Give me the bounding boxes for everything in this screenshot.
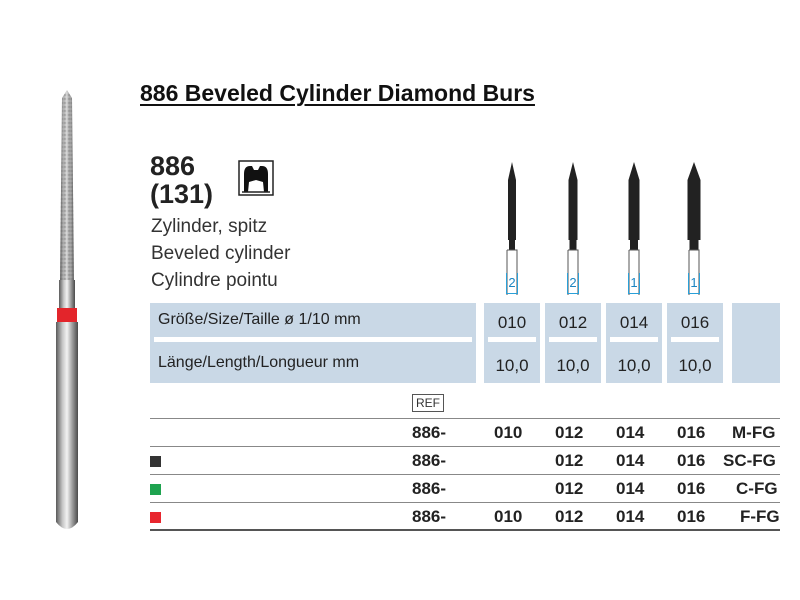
- spec-column-012: [545, 303, 601, 383]
- length-label: Länge/Length/Longueur mm: [158, 354, 360, 371]
- size-cell: 010: [494, 423, 523, 442]
- grit-mark-016: 1: [688, 273, 700, 294]
- size-label: Größe/Size/Taille ø 1/10 mm: [158, 311, 361, 328]
- ref-prefix: 886-: [412, 507, 447, 526]
- page-title: 886 Beveled Cylinder Diamond Burs: [140, 80, 535, 106]
- size-cell: 016: [677, 479, 706, 498]
- column-separator: [488, 337, 536, 342]
- description-fr: Cylindre pointu: [151, 270, 278, 291]
- size-value: 010: [497, 313, 527, 332]
- table-divider: [150, 446, 780, 447]
- tooth-preparation-icon: [238, 160, 274, 196]
- size-value: 014: [619, 313, 649, 332]
- bur-illustration: [40, 90, 100, 540]
- size-cell: 012: [555, 479, 584, 498]
- length-value: 10,0: [556, 356, 590, 375]
- length-value: 10,0: [495, 356, 529, 375]
- grit-swatch-red: [150, 512, 161, 523]
- bur-type: C-FG: [736, 479, 778, 498]
- bur-type: M-FG: [732, 423, 776, 442]
- grit-swatch-green: [150, 484, 161, 495]
- grit-mark-010: 2: [506, 273, 518, 294]
- size-cell: 016: [677, 507, 706, 526]
- length-value: 10,0: [617, 356, 651, 375]
- size-cell: 012: [555, 423, 584, 442]
- ref-prefix: 886-: [412, 479, 447, 498]
- ref-label: REF: [412, 394, 444, 412]
- ref-prefix: 886-: [412, 423, 447, 442]
- spec-column-blank: [732, 303, 780, 383]
- size-cell: 014: [616, 451, 645, 470]
- size-value: 012: [558, 313, 588, 332]
- bur-type: SC-FG: [723, 451, 776, 470]
- size-value: 016: [680, 313, 710, 332]
- ref-prefix: 886-: [412, 451, 447, 470]
- column-separator: [549, 337, 597, 342]
- table-bottom-border: [150, 529, 780, 531]
- table-divider: [150, 502, 780, 503]
- spec-column-016: [667, 303, 723, 383]
- grit-mark-014: 1: [628, 273, 640, 294]
- length-value: 10,0: [678, 356, 712, 375]
- table-divider: [150, 474, 780, 475]
- spec-separator: [154, 337, 472, 342]
- size-cell: 014: [616, 507, 645, 526]
- column-separator: [610, 337, 658, 342]
- size-cell: 012: [555, 507, 584, 526]
- size-cell: 016: [677, 451, 706, 470]
- grit-mark-012: 2: [567, 273, 579, 294]
- size-cell: 014: [616, 479, 645, 498]
- table-divider: [150, 418, 780, 419]
- product-alt-number: (131): [150, 179, 214, 209]
- size-cell: 014: [616, 423, 645, 442]
- size-cell: 012: [555, 451, 584, 470]
- size-cell: 016: [677, 423, 706, 442]
- bur-type: F-FG: [740, 507, 780, 526]
- size-cell: 010: [494, 507, 523, 526]
- description-en: Beveled cylinder: [151, 243, 291, 264]
- description-de: Zylinder, spitz: [151, 216, 268, 237]
- product-number: 886: [150, 151, 196, 181]
- column-separator: [671, 337, 719, 342]
- grit-swatch-black: [150, 456, 161, 467]
- spec-column-010: [484, 303, 540, 383]
- spec-column-014: [606, 303, 662, 383]
